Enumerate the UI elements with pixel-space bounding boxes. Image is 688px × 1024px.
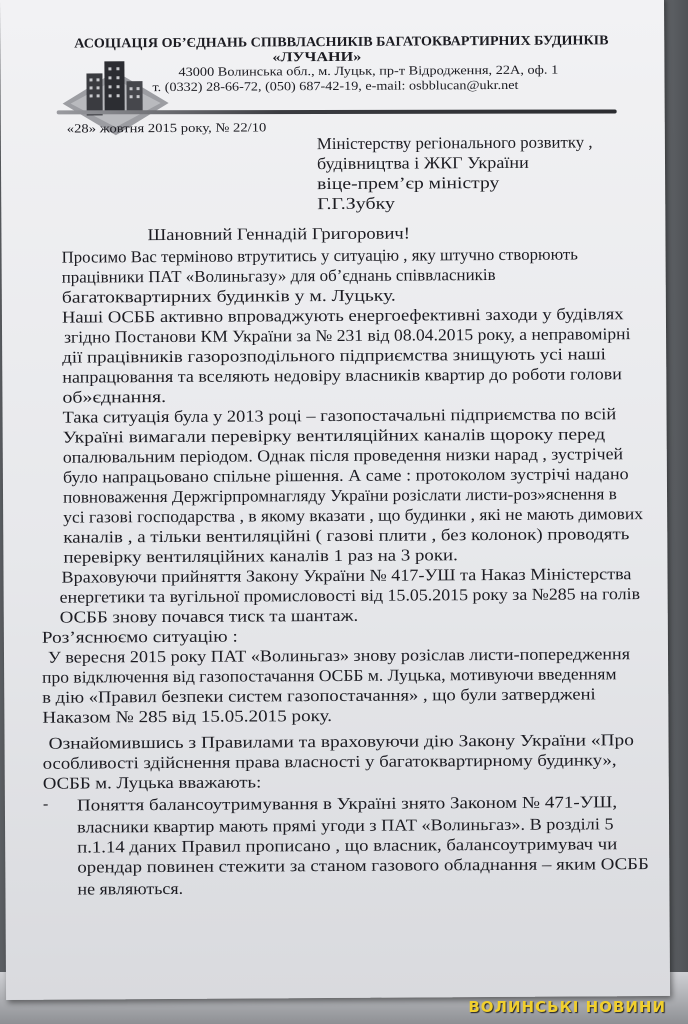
body-line: особливості здійснення права власності у багатоквартирному будинку», bbox=[42, 750, 617, 773]
body-line: про відключення від газопостачання ОСББ м. Луцька, мотивуючи введенням bbox=[42, 664, 617, 687]
body-line: багатоквартирних будинків у м. Луцьку. bbox=[61, 285, 396, 307]
body-line: працівники ПАТ «Волиньгазу» для об’єднань співвласників bbox=[61, 264, 496, 287]
body-line: Наші ОСББ активно впроваджують енергоефективні заходи у будівлях bbox=[61, 304, 624, 327]
body-line: каналів , а тільки вентиляційні ( газові плити , без колонок) проводять bbox=[63, 524, 630, 547]
body-line: енергетики та вугільної промисловості від 15.05.2015 року за №285 на голів bbox=[59, 584, 641, 607]
letter-date-number: «28» жовтня 2015 року, № 22/10 bbox=[66, 120, 267, 136]
body-line: опалювальним періодом. Однак після проведення низки нарад , зустрічей bbox=[62, 444, 624, 467]
body-line: орендар повинен стежити за станом газового обладнання – яким ОСББ bbox=[77, 854, 649, 877]
body-line: Просимо Вас терміново втрутитись у ситуацію , яку штучно створюють bbox=[61, 244, 578, 267]
body-line: усі газові господарства , в якому вказати , що будинки , які не мають димових bbox=[63, 504, 644, 527]
org-name-line2: «ЛУЧАНИ» bbox=[272, 48, 362, 65]
body-line: У вересня 2015 року ПАТ «Волиньгаз» знову розіслав листи-попередження bbox=[47, 644, 631, 667]
greeting: Шановний Геннадій Григорович! bbox=[147, 223, 410, 245]
body-line: Ознайомившись з Правилами та враховуючи дію Закону України «Про bbox=[48, 730, 635, 753]
recipient-line: віце-прем’єр міністру bbox=[317, 172, 500, 194]
body-line: Україні вимагали перевірку вентиляційних каналів щороку перед bbox=[62, 424, 606, 447]
body-line: дії працівників газорозподільного підприємства знищують усі наші bbox=[62, 344, 606, 367]
org-address: 43000 Волинська обл., м. Луцьк, пр-т Відродження, 22А, оф. 1 bbox=[178, 62, 559, 79]
body-line: не являються. bbox=[77, 878, 184, 899]
body-line: повноваження Держгірпромнагляду України розіслати листи-роз»яснення в bbox=[62, 484, 617, 507]
body-line: власники квартир мають прямі угоди з ПАТ «Волиньгаз». В розділі 5 bbox=[76, 814, 614, 837]
recipient-line: Г.Г.Зубку bbox=[317, 193, 395, 214]
news-watermark: ВОЛИНСЬКІ НОВИНИ bbox=[468, 998, 666, 1016]
body-line: було напрацьовано спільне рішення. А саме : протоколом зустрічі надано bbox=[62, 464, 629, 487]
body-line: ОСББ м. Луцька вважають: bbox=[42, 772, 262, 793]
body-line: об»єднання. bbox=[62, 386, 167, 407]
recipient-line: будівництва і ЖКГ України bbox=[316, 152, 529, 174]
org-contacts: т. (0332) 28-66-72, (050) 687-42-19, e-mail: osbblucan@ukr.net bbox=[152, 77, 519, 95]
recipient-line: Міністерству регіонального розвитку , bbox=[316, 132, 593, 154]
body-line: Така ситуація була у 2013 році – газопостачальні підприємства по всій bbox=[62, 404, 617, 427]
org-name-line1: АСОЦІАЦІЯ ОБ’ЄДНАНЬ СПІВВЛАСНИКІВ БАГАТОКВАРТИРНИХ БУДИНКІВ bbox=[74, 32, 609, 51]
body-line: згідно Постанови КМ України за № 231 від 08.04.2015 року, а неправомірні bbox=[64, 324, 631, 347]
body-line: Роз’яснюємо ситуацію : bbox=[41, 626, 238, 647]
body-line: Наказом № 285 від 15.05.2015 року. bbox=[42, 705, 333, 727]
body-line: ОСББ знову почався тиск та шантаж. bbox=[59, 605, 359, 627]
body-line: Враховуючи прийняття Закону України № 417-УШ та Наказ Міністерства bbox=[61, 564, 632, 587]
list-marker: - bbox=[42, 795, 49, 813]
header-divider bbox=[57, 109, 617, 114]
body-line: п.1.14 даних Правил прописано , що власник, балансоутримувач чи bbox=[77, 834, 618, 857]
body-line: напрацювання та вселяють недовіру власників квартир до роботи голови bbox=[62, 364, 622, 387]
body-line: Поняття балансоутримування в Україні знято Законом № 471-УШ, bbox=[76, 792, 618, 815]
body-line: в дію «Правил безпеки систем газопостачання» , що були затверджені bbox=[42, 684, 596, 707]
body-line: перевірку вентиляційних каналів 1 раз на 3 роки. bbox=[63, 545, 458, 567]
